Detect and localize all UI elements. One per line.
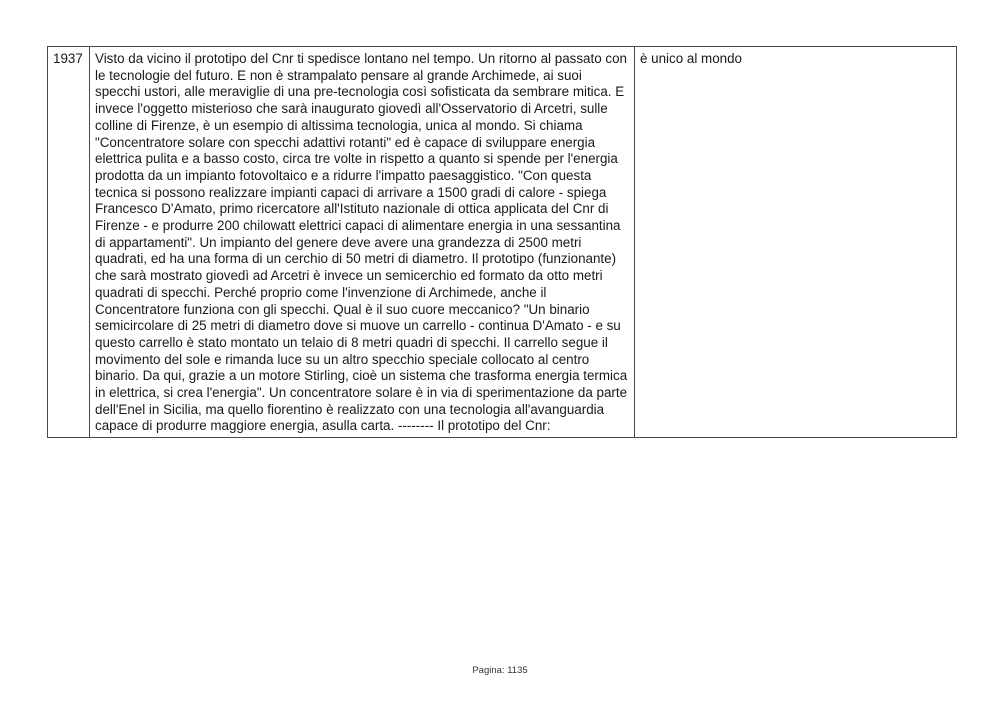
article-text-cell: Visto da vicino il prototipo del Cnr ti spedisce lontano nel tempo. Un ritorno al passato con le tecnologie del futuro. E non è strampalato pensare al grande Archimede, ai suoi specchi ustori, alle meraviglie di una pre-tecnologia così sofisticata da sembrare mitica. E invece l'oggetto misterioso che sarà inaugurato giovedì all'Osservatorio di Arcetri, sulle colline di Firenze, è un esempio di altissima tecnologia, unica al mondo. Si chiama "Concentratore solare con specchi adattivi rotanti" ed è capace di sviluppare energia elettrica pulita e a basso costo, circa tre volte in rispetto a quanto si spende per l'energia prodotta da un impianto fotovoltaico e a ridurre l'impatto paesaggistico. "Con questa tecnica si possono realizzare impianti capaci di arrivare a 1500 gradi di calore - spiega Francesco D'Amato, primo ricercatore all'Istituto nazionale di ottica applicata del Cnr di Firenze - e produrre 200 chilowatt elettrici capaci di alimentare energia in una sessantina di appartamenti". Un impianto del genere deve avere una grandezza di 2500 metri quadrati, ed ha una forma di un cerchio di 50 metri di diametro. Il prototipo (funzionante) che sarà mostrato giovedì ad Arcetri è invece un semicerchio ed formato da otto metri quadrati di specchi. Perché proprio come l'invenzione di Archimede, anche il Concentratore funziona con gli specchi. Qual è il suo cuore meccanico? "Un binario semicircolare di 25 metri di diametro dove si muove un carrello - continua D'Amato - e su questo carrello è stato montato un telaio di 8 metri quadri di specchi. Il carrello segue il movimento del sole e rimanda luce su un altro specchio speciale collocato al centro binario. Da qui, grazie a un motore Stirling, cioè un sistema che trasforma energia termica in elettrica, si crea l'energia". Un concentratore solare è in via di sperimentazione da parte dell'Enel in Sicilia, ma quello fiorentino è realizzato con una tecnologia all'avanguardia capace di produrre maggiore energia, asulla carta. -------- Il prototipo del Cnr:: [90, 47, 635, 438]
document-table: [47, 46, 957, 438]
year-cell: 1937: [48, 47, 90, 438]
page-number: Pagina: 1135: [472, 665, 528, 676]
note-cell: è unico al mondo: [635, 47, 957, 438]
table-row: [48, 47, 957, 438]
